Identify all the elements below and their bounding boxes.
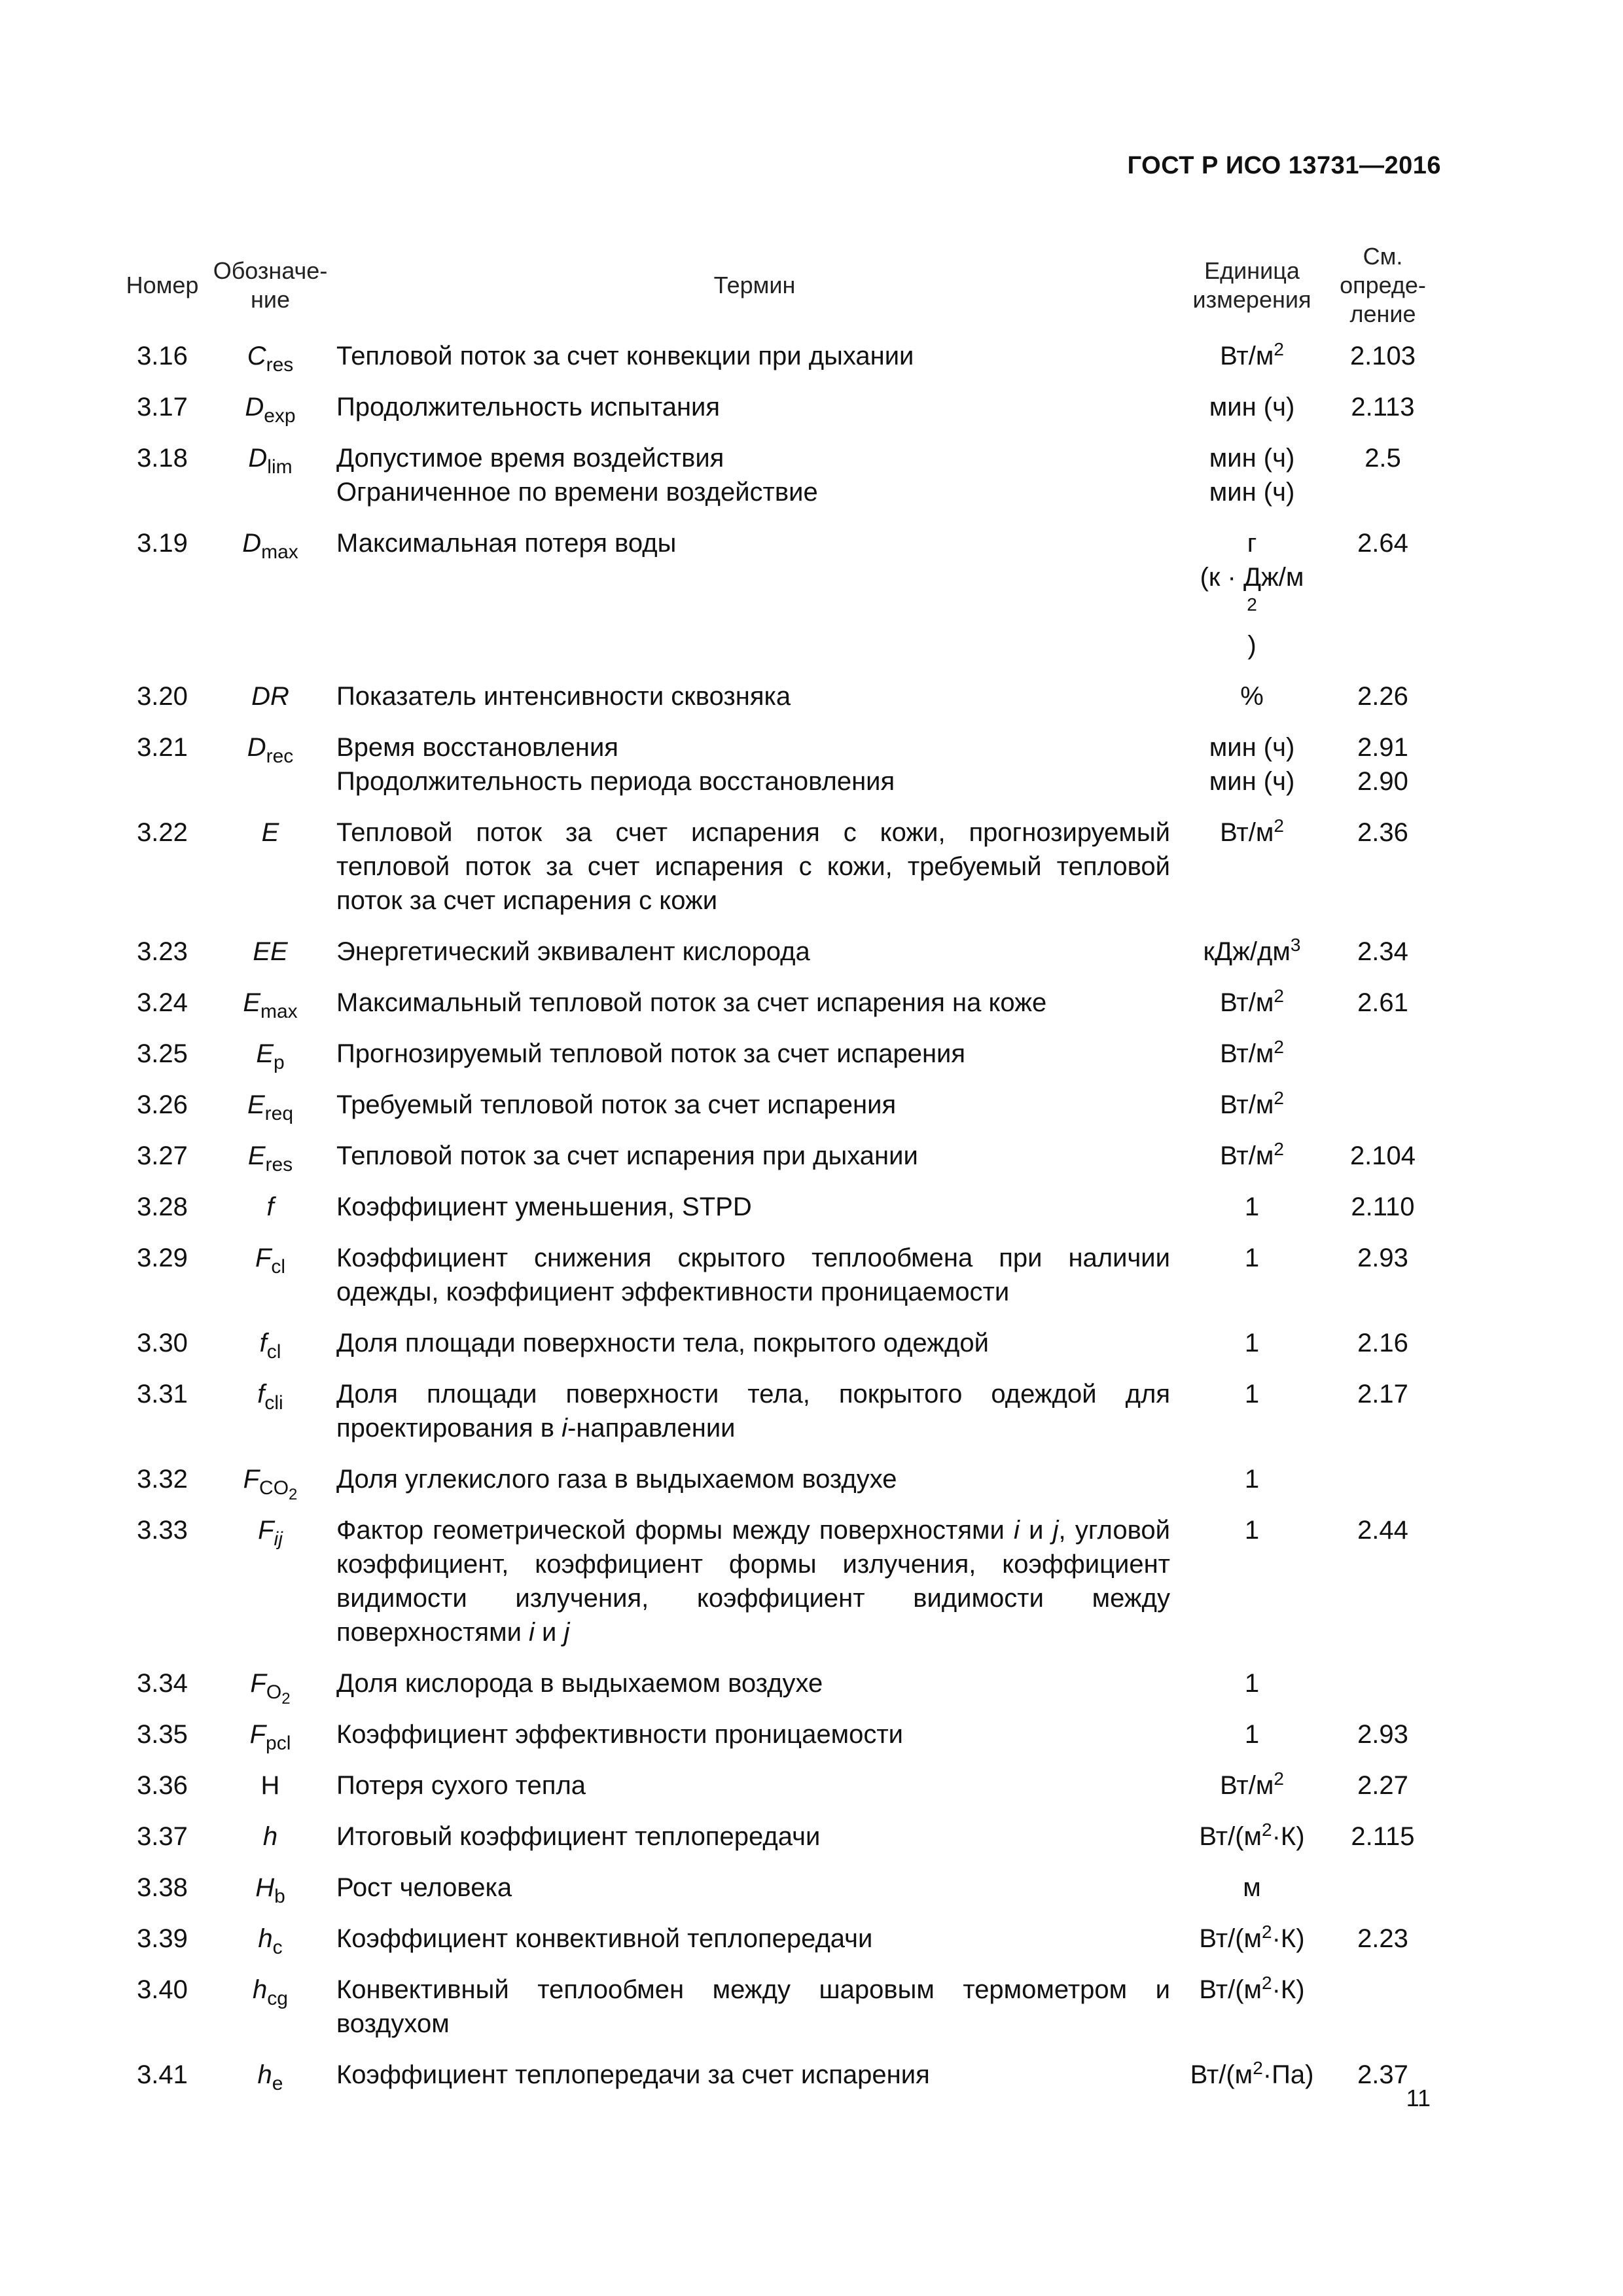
row-unit: 1 [1244, 1516, 1260, 1545]
table-row [116, 1871, 1438, 1922]
row-reference [1327, 1871, 1438, 1922]
term-line: Ограниченное по времени воздействие [336, 478, 818, 507]
row-unit: 1 [1244, 1380, 1260, 1408]
header-unit [1177, 242, 1327, 339]
row-number: 3.27 [137, 1141, 188, 1170]
row-number: 3.17 [137, 393, 188, 422]
header-symbol-line: ние [250, 286, 290, 313]
row-unit: 1 [1244, 1669, 1260, 1698]
row-unit [1177, 526, 1327, 679]
table-row [116, 1326, 1438, 1377]
row-reference: 2.103 [1349, 342, 1416, 370]
row-symbol: $F_{ij}$ [258, 1516, 283, 1550]
row-reference: 2.93 [1357, 1244, 1408, 1272]
row-number: 3.41 [137, 2060, 188, 2089]
header-reference-line: опреде- [1340, 272, 1426, 298]
row-number: 3.39 [137, 1924, 188, 1953]
row-term [332, 441, 1177, 526]
table-row [116, 2058, 1438, 2109]
row-number: 3.29 [137, 1244, 188, 1272]
row-symbol: $h_e$ [257, 2060, 283, 2094]
row-reference: 2.27 [1357, 1771, 1408, 1800]
table-row [116, 1666, 1438, 1717]
header-unit-line: измерения [1192, 286, 1311, 313]
row-symbol: $F_{CO_2}$ [243, 1465, 298, 1503]
row-symbol: $E_{res}$ [247, 1141, 293, 1175]
table-row [116, 986, 1438, 1037]
row-unit: $Вт/(м^2\cdot Па)$ [1190, 2058, 1314, 2089]
row-unit: $Вт/м^2$ [1220, 1768, 1284, 1800]
table-row [116, 1241, 1438, 1326]
row-unit: $Вт/(м^2\cdot К)$ [1199, 1922, 1305, 1953]
row-unit: $Вт/(м^2\cdot К)$ [1199, 1820, 1305, 1851]
unit-line: мин (ч) [1209, 767, 1295, 796]
unit-line: мин (ч) [1209, 444, 1295, 473]
row-unit: 1 [1244, 1193, 1260, 1221]
row-reference: 2.113 [1351, 393, 1415, 422]
row-reference [1327, 1088, 1438, 1139]
table-row [116, 1377, 1438, 1462]
table-row [116, 1513, 1438, 1666]
header-number: Номер [126, 272, 199, 298]
row-number: 3.34 [137, 1669, 188, 1698]
header-symbol [208, 242, 332, 339]
table-row [116, 390, 1438, 441]
row-symbol: h [262, 1822, 278, 1851]
table-row [116, 1717, 1438, 1768]
reference-line: 2.90 [1357, 767, 1408, 796]
row-symbol: $D_{exp}$ [245, 393, 296, 427]
row-number: 3.32 [137, 1465, 188, 1494]
row-term: Продолжительность испытания [336, 393, 721, 422]
row-reference: 2.110 [1351, 1193, 1415, 1221]
row-number: 3.22 [137, 818, 188, 847]
row-unit [1177, 441, 1327, 526]
row-term: Максимальный тепловой поток за счет испарения на коже [336, 988, 1047, 1017]
row-term: Требуемый тепловой поток за счет испарения [336, 1090, 897, 1119]
reference-line: 2.91 [1357, 733, 1408, 762]
row-symbol: H [260, 1771, 280, 1800]
row-number: 3.40 [137, 1975, 188, 2004]
row-term: Коэффициент теплопередачи за счет испарения [336, 2060, 930, 2089]
row-symbol: $E_p$ [256, 1039, 285, 1073]
document-code: ГОСТ Р ИСО 13731—2016 [1127, 152, 1441, 179]
table-row [116, 1139, 1438, 1190]
row-reference: 2.34 [1357, 937, 1408, 966]
row-term: Максимальная потеря воды [336, 529, 677, 558]
unit-line: (к · Дж/м $^2$ ) [1200, 563, 1304, 660]
row-term: Доля площади поверхности тела, покрытого одеждой [336, 1329, 989, 1357]
row-symbol: $f_{cli}$ [257, 1380, 283, 1414]
row-term: Коэффициент снижения скрытого теплообмена при наличии одежды, коэффициент эффективности проницаемости [336, 1244, 1170, 1306]
row-symbol: $F_{O_2}$ [250, 1669, 291, 1708]
row-number: 3.28 [137, 1193, 188, 1221]
row-number: 3.24 [137, 988, 188, 1017]
row-term: Конвективный теплообмен между шаровым термометром и воздухом [336, 1975, 1170, 2038]
row-symbol: $E_{req}$ [247, 1090, 294, 1124]
row-number: 3.33 [137, 1516, 188, 1545]
row-unit: % [1240, 682, 1264, 711]
row-number: 3.35 [137, 1720, 188, 1749]
header-reference-line: ление [1349, 300, 1416, 327]
row-reference [1327, 730, 1438, 816]
row-symbol: f [266, 1193, 274, 1221]
term-line: Допустимое время воздействия [336, 444, 724, 473]
row-number: 3.36 [137, 1771, 188, 1800]
row-symbol: E [261, 818, 279, 847]
table-row [116, 679, 1438, 730]
row-reference: 2.17 [1357, 1380, 1408, 1408]
row-unit: мин (ч) [1209, 393, 1295, 422]
table-row [116, 935, 1438, 986]
row-number: 3.16 [137, 342, 188, 370]
row-unit: 1 [1244, 1329, 1260, 1357]
row-symbol: $C_{res}$ [247, 342, 294, 376]
row-reference: 2.44 [1357, 1516, 1408, 1545]
row-symbol: $F_{cl}$ [255, 1244, 286, 1278]
header-reference [1327, 242, 1438, 339]
row-term: Энергетический эквивалент кислорода [336, 937, 810, 966]
table-body [116, 339, 1438, 2109]
row-number: 3.25 [137, 1039, 188, 1068]
table-row [116, 339, 1438, 390]
row-reference: 2.104 [1349, 1141, 1416, 1170]
table-row [116, 1820, 1438, 1871]
row-term: Доля площади поверхности тела, покрытого одеждой для проектирования в i-направлении [336, 1380, 1170, 1443]
row-unit: кДж/$дм^3$ [1203, 935, 1301, 966]
row-symbol: EE [253, 937, 288, 966]
table-row [116, 1190, 1438, 1241]
row-symbol: $D_{max}$ [242, 529, 298, 563]
table-row [116, 816, 1438, 935]
row-number: 3.23 [137, 937, 188, 966]
row-reference: 2.5 [1364, 444, 1401, 473]
row-term: Прогнозируемый тепловой поток за счет испарения [336, 1039, 966, 1068]
row-unit: $Вт/м^2$ [1220, 986, 1284, 1017]
header-term: Термин [713, 272, 796, 298]
header-unit-line: Единица [1204, 257, 1300, 284]
row-symbol: DR [251, 682, 289, 711]
row-unit: $Вт/м^2$ [1220, 1139, 1284, 1170]
terms-table [116, 242, 1438, 2109]
row-number: 3.37 [137, 1822, 188, 1851]
row-reference [1327, 1462, 1438, 1513]
term-line: Продолжительность периода восстановления [336, 767, 895, 796]
row-term: Доля кислорода в выдыхаемом воздухе [336, 1669, 823, 1698]
row-number: 3.18 [137, 444, 188, 473]
row-symbol: $H_b$ [255, 1873, 285, 1907]
row-unit [1177, 730, 1327, 816]
row-term: Коэффициент эффективности проницаемости [336, 1720, 903, 1749]
row-symbol: $f_{cl}$ [259, 1329, 281, 1363]
row-term: Фактор геометрической формы между поверхностями i и j, угловой коэффициент, коэффициент формы излучения, коэффициент видимости излучения, коэффициент видимости между поверхностями i и j [336, 1516, 1170, 1647]
row-term: Тепловой поток за счет конвекции при дыхании [336, 342, 914, 370]
row-unit: $Вт/м^2$ [1220, 339, 1284, 370]
row-reference: 2.64 [1357, 529, 1408, 558]
table-row [116, 1768, 1438, 1820]
row-number: 3.21 [137, 733, 188, 762]
row-reference [1327, 1973, 1438, 2058]
row-number: 3.30 [137, 1329, 188, 1357]
term-line: Время восстановления [336, 733, 618, 762]
row-reference [1327, 1666, 1438, 1717]
row-term: Коэффициент конвективной теплопередачи [336, 1924, 873, 1953]
table-row [116, 526, 1438, 679]
table-row [116, 1088, 1438, 1139]
row-term [332, 730, 1177, 816]
row-reference: 2.93 [1357, 1720, 1408, 1749]
table-row [116, 441, 1438, 526]
row-number: 3.19 [137, 529, 188, 558]
row-number: 3.38 [137, 1873, 188, 1902]
row-reference: 2.36 [1357, 818, 1408, 847]
row-reference: 2.26 [1357, 682, 1408, 711]
row-symbol: $h_c$ [258, 1924, 283, 1958]
table-row [116, 1973, 1438, 2058]
row-reference: 2.61 [1357, 988, 1408, 1017]
table-row [116, 1037, 1438, 1088]
row-reference: 2.23 [1357, 1924, 1408, 1953]
unit-line: мин (ч) [1209, 733, 1295, 762]
row-symbol: $F_{pcl}$ [249, 1720, 291, 1754]
row-symbol: $E_{max}$ [243, 988, 298, 1022]
row-term: Потеря сухого тепла [336, 1771, 586, 1800]
table-row [116, 1462, 1438, 1513]
row-unit: $Вт/(м^2\cdot К)$ [1199, 1973, 1305, 2004]
unit-line: мин (ч) [1209, 478, 1295, 507]
row-unit: м [1243, 1873, 1261, 1902]
row-term: Коэффициент уменьшения, STPD [336, 1193, 752, 1221]
row-unit: 1 [1244, 1465, 1260, 1494]
table-row [116, 730, 1438, 816]
row-number: 3.31 [137, 1380, 188, 1408]
row-symbol: $h_{cg}$ [253, 1975, 288, 2009]
row-unit: 1 [1244, 1720, 1260, 1749]
header-symbol-line: Обозначе- [213, 257, 328, 284]
row-symbol: $D_{lim}$ [248, 444, 293, 478]
row-unit: 1 [1244, 1244, 1260, 1272]
row-unit: $Вт/м^2$ [1220, 1037, 1284, 1068]
page-number: 11 [1406, 2085, 1431, 2111]
header-reference-line: См. [1363, 243, 1403, 270]
unit-line: г [1247, 529, 1257, 558]
row-symbol: $D_{rec}$ [247, 733, 294, 767]
row-term: Доля углекислого газа в выдыхаемом воздухе [336, 1465, 897, 1494]
row-term: Итоговый коэффициент теплопередачи [336, 1822, 821, 1851]
row-number: 3.20 [137, 682, 188, 711]
row-term: Тепловой поток за счет испарения с кожи, прогнозируемый тепловой поток за счет испарения с кожи, требуемый тепловой поток за счет испарения с кожи [336, 818, 1170, 915]
row-reference: 2.37 [1357, 2060, 1408, 2089]
row-term: Тепловой поток за счет испарения при дыхании [336, 1141, 918, 1170]
row-reference [1327, 1037, 1438, 1088]
row-term: Рост человека [336, 1873, 512, 1902]
row-reference: 2.16 [1357, 1329, 1408, 1357]
table-header [116, 242, 1438, 339]
row-number: 3.26 [137, 1090, 188, 1119]
table-row [116, 1922, 1438, 1973]
row-term: Показатель интенсивности сквозняка [336, 682, 791, 711]
row-unit: $Вт/м^2$ [1220, 1088, 1284, 1119]
row-reference: 2.115 [1351, 1822, 1415, 1851]
row-unit: $Вт/м^2$ [1220, 816, 1284, 847]
